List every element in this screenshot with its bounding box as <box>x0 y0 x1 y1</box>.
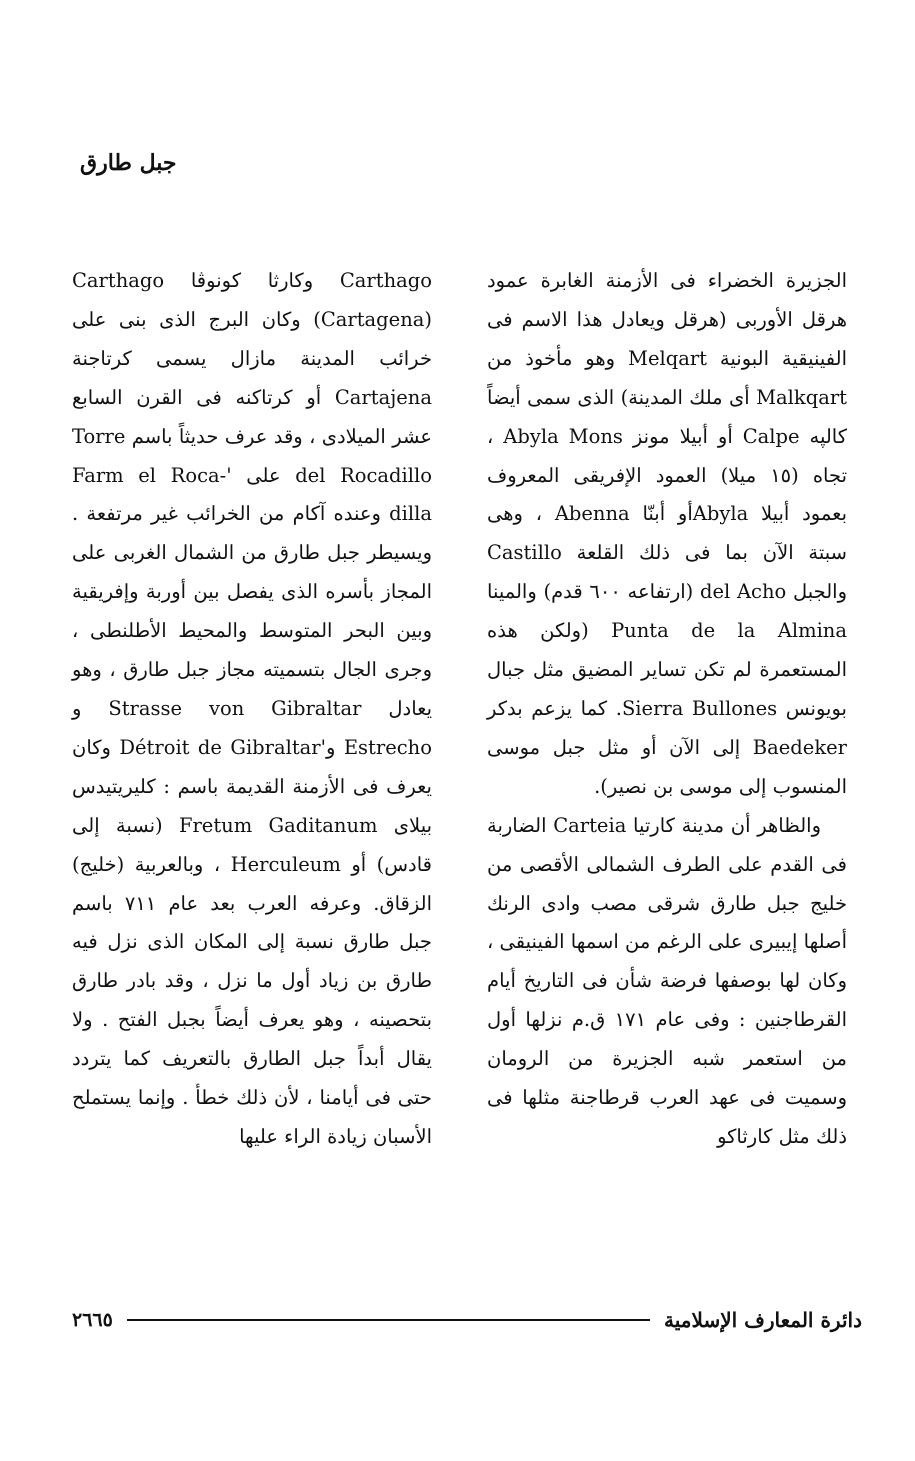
encyclopedia-title: دائرة المعارف الإسلامية <box>664 1308 862 1332</box>
page-footer <box>72 1300 862 1340</box>
right-text-column <box>487 262 847 1157</box>
right-column-paragraph-2: والظاهر أن مدينة كارتيا Carteia الضاربة فى القدم على الطرف الشمالى الأقصى من خليج جبل طارق شرقى مصب وادى الرنك أصلها إيبيرى على الرغم من اسمها الفينيقى ، وكان لها بوصفها فرضة شأن فى التاريخ أيام القرطاجنين : وفى عام ١٧١ ق.م نزلها أول من استعمر شبه الجزيرة من الرومان وسميت فى عهد العرب قرطاجنة مثلها فى ذلك مثل كارثاكو <box>487 813 847 1148</box>
page-number: ٢٦٦٥ <box>72 1309 113 1331</box>
article-header-title: جبل طارق <box>80 150 177 176</box>
left-text-column <box>72 262 432 1157</box>
left-column-paragraph-1: Carthago وكارثا كونوڤا Carthago (Cartagena) وكان البرج الذى بنى على خرائب المدينة مازال يسمى كرتاجنة Cartajena أو كرتاكنه فى القرن السابع عشر الميلادى ، وقد عرف حديثاً باسم Torre del Rocadillo على 'Farm el Roca- dilla وعنده آكام من الخرائب غير مرتفعة . ويسيطر جبل طارق من الشمال الغربى على المجاز بأسره الذى يفصل بين أوربة وإفريقية وبين البحر المتوسط والمحيط الأطلنطى ، وجرى الجال بتسميته مجاز جبل طارق ، وهو يعادل Strasse von Gibraltar و Estrecho و'Détroit de Gibraltar وكان يعرف فى الأزمنة القديمة باسم : كليريتيدس بيلاى Fretum Gaditanum (نسبة إلى قادس) أو Herculeum ، وبالعربية (خليج) الزقاق. وعرفه العرب بعد عام ٧١١ باسم جبل طارق نسبة إلى المكان الذى نزل فيه طارق بن زياد أول ما نزل ، وقد بادر طارق بتحصينه ، وهو يعرف أيضاً بجبل الفتح . ولا يقال أبداً جبل الطارق بالتعريف كما يتردد حتى فى أيامنا ، لأن ذلك خطأ . وإنما يستملح الأسبان زيادة الراء عليها <box>72 269 433 1148</box>
footer-rule-divider <box>127 1319 650 1321</box>
right-column-paragraph-1: الجزيرة الخضراء فى الأزمنة الغابرة عمود هرقل الأوربى (هرقل ويعادل هذا الاسم فى الفينيقية البونية Melqart وهو مأخوذ من Malkqart أى ملك المدينة) الذى سمى أيضاً كالپه Calpe أو أبيلا مونز Abyla Mons ، تجاه (١٥ ميلا) العمود الإفريقى المعروف بعمود أبيلا Abylaأو أبنّا Abenna ، وهى سبتة الآن بما فى ذلك القلعة Castillo والجبل del Acho (ارتفاعه ٦٠٠ قدم) والمينا Punta de la Almina (ولكن هذه المستعمرة لم تكن تساير المضيق مثل جبال بويونس Sierra Bullones. كما يزعم بدكر Baedeker إلى الآن أو مثل جبل موسى المنسوب إلى موسى بن نصير). <box>487 269 848 798</box>
